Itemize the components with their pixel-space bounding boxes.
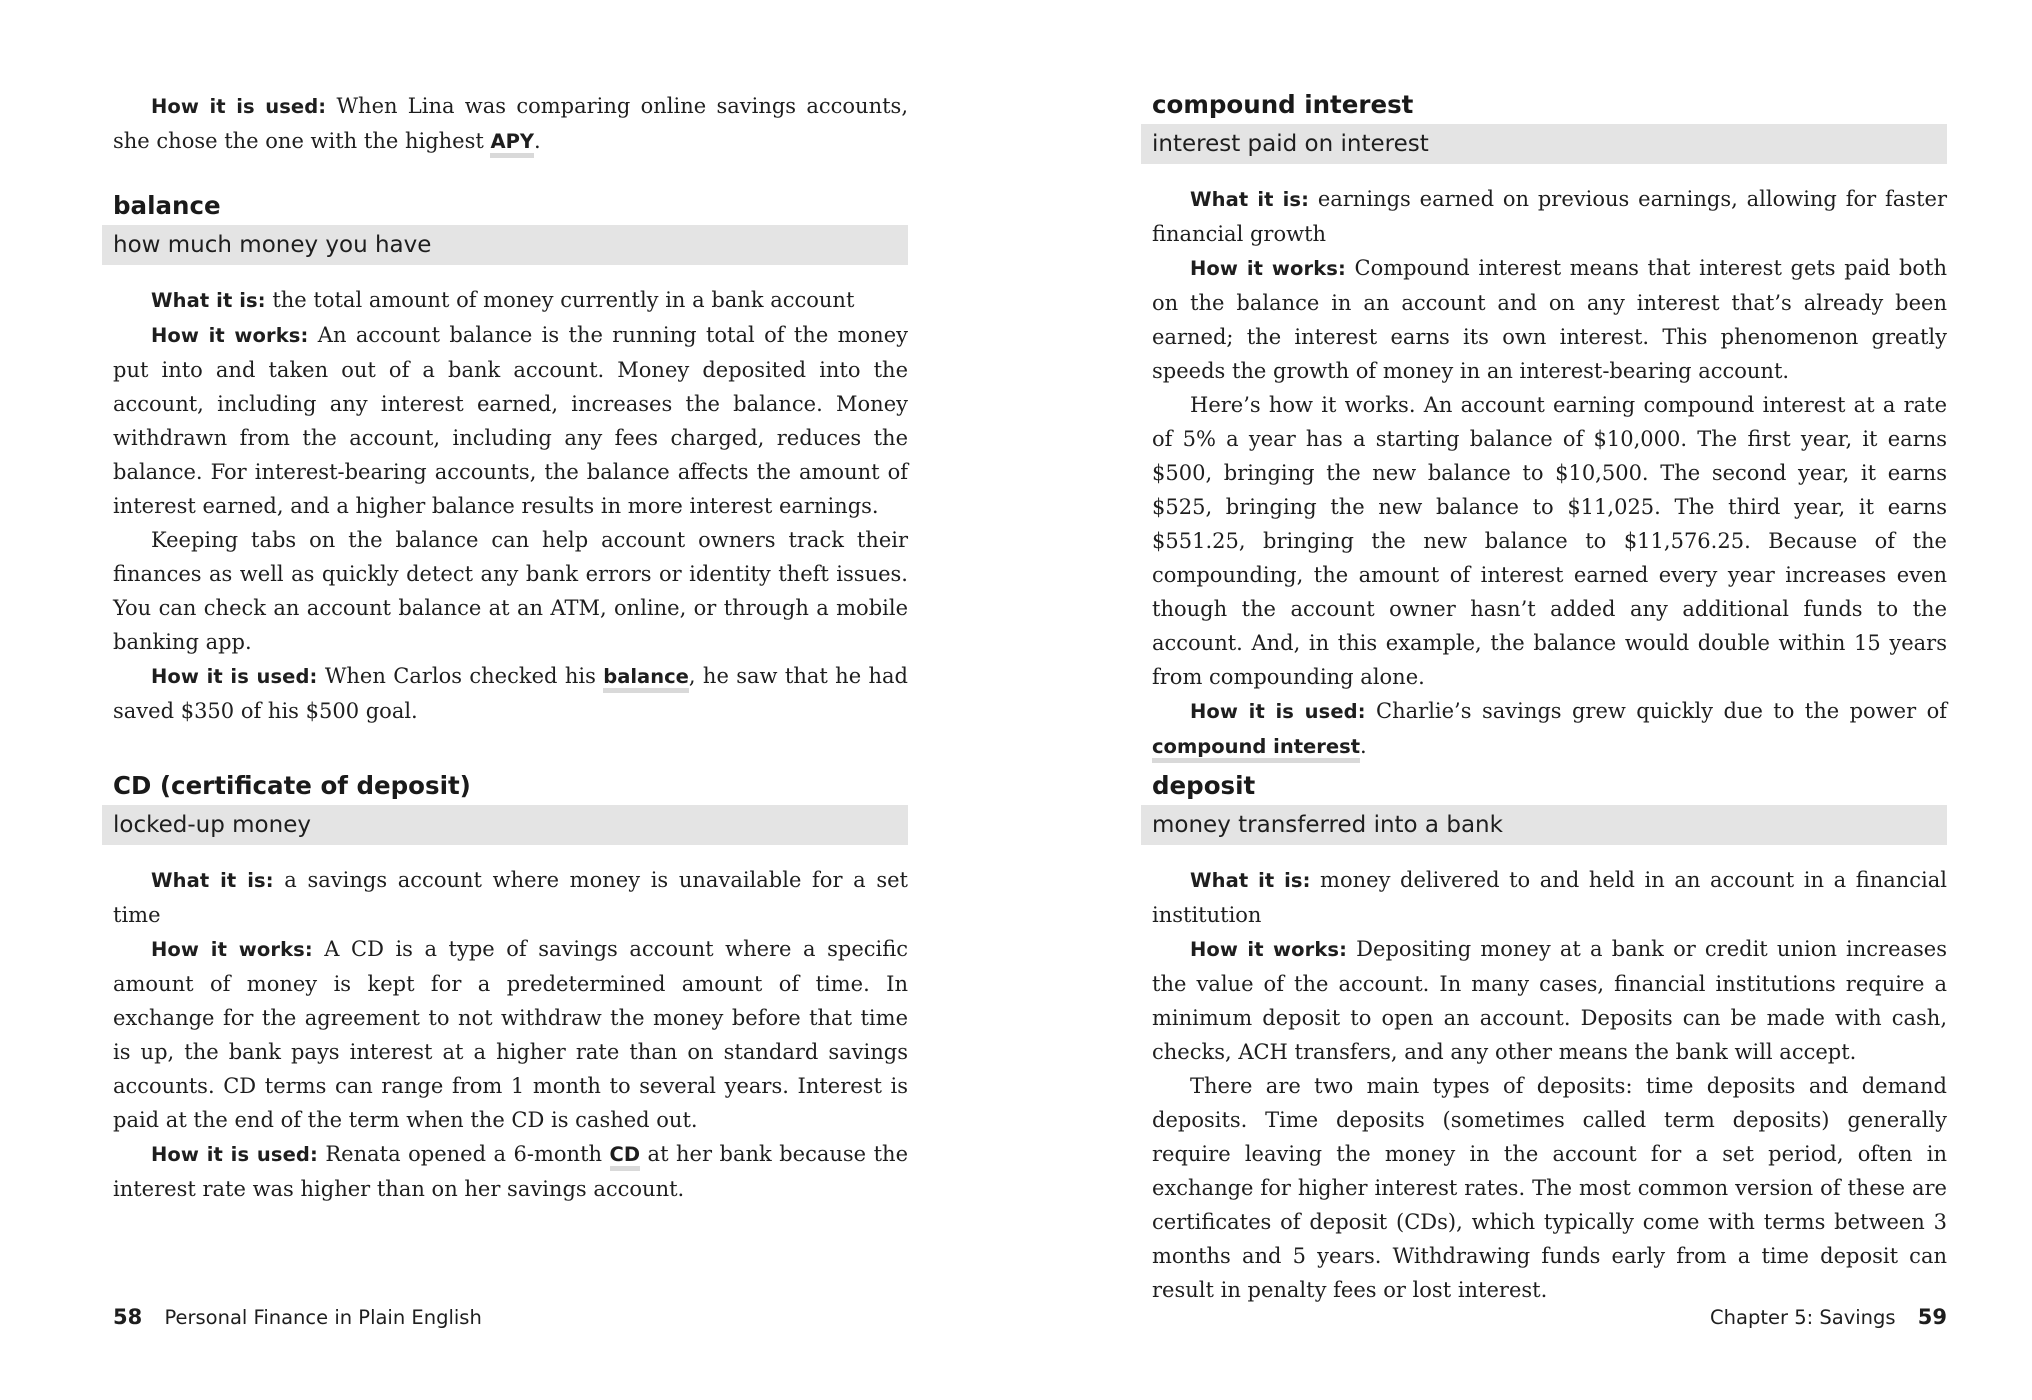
entry-compound-interest <box>1152 88 1947 764</box>
paragraph-balance: Keeping tabs on the balance can help account owners track their finances as well as quickly detect any bank errors or identity theft issues. You can check an account balance at an ATM, online, or through a mobile banking app. <box>113 528 908 654</box>
page-number-right: 59 <box>1917 1305 1947 1329</box>
usage-label: How it is used: <box>151 95 327 118</box>
left-page <box>113 0 908 1400</box>
apy-usage-paragraph: How it is used: When Lina was comparing online savings accounts, she chose the one with the highest APY. <box>113 89 908 159</box>
how-it-works-cd: How it works: A CD is a type of savings account where a specific amount of money is kept for a predetermined amount of time. In exchange for the agreement to not withdraw the money before that time is up, the bank pays interest at a higher rate than on standard savings accounts. CD terms can range from 1 month to several years. Interest is paid at the end of the term when the CD is cashed out. <box>113 937 908 1132</box>
gloss-compound-interest: interest paid on interest <box>1141 124 1947 164</box>
paragraph-compound-interest: Here’s how it works. An account earning compound interest at a rate of 5% a year has a starting balance of $10,000. The first year, it earns $500, bringing the new balance to $10,500. The second year, it earns $525, bringing the new balance to $11,025. The third year, it earns $551.25, bringing the new balance to $11,576.25. Because of the compounding, the amount of interest earned every year increases even though the account owner hasn’t added any additional funds to the account. And, in this example, the balance would double within 15 years from compounding alone. <box>1152 393 1947 689</box>
what-it-is-deposit: What it is: money delivered to and held in an account in a financial institution <box>1152 868 1947 927</box>
how-it-works-compound-interest: How it works: Compound interest means that interest gets paid both on the balance in an account and on any interest that’s already been earned; the interest earns its own interest. This phenomenon greatly speeds the growth of money in an interest-bearing account. <box>1152 256 1947 383</box>
term-reference-apy: APY <box>490 130 534 158</box>
left-page-footer <box>113 1300 482 1335</box>
what-it-is-compound-interest: What it is: earnings earned on previous earnings, allowing for faster financial growth <box>1152 187 1947 246</box>
right-page-footer <box>1710 1300 1947 1335</box>
how-it-is-used-compound-interest: How it is used: Charlie’s savings grew quickly due to the power of compound interest. <box>1152 694 1947 764</box>
term-title-cd: CD (certificate of deposit) <box>113 771 471 800</box>
term-reference-compound-interest: compound interest <box>1152 735 1360 763</box>
what-it-is-balance: What it is: the total amount of money currently in a bank account <box>151 288 855 312</box>
term-title-balance: balance <box>113 191 221 220</box>
what-it-is-cd: What it is: a savings account where money is unavailable for a set time <box>113 868 908 927</box>
term-reference-cd: CD <box>610 1143 641 1171</box>
entry-cd <box>113 769 908 1206</box>
running-head-chapter: Chapter 5: Savings <box>1710 1306 1896 1329</box>
term-reference-balance: balance <box>603 665 689 693</box>
how-it-is-used-cd: How it is used: Renata opened a 6-month CD at her bank because the interest rate was higher than on her savings account. <box>113 1142 908 1201</box>
how-it-works-balance: How it works: An account balance is the running total of the money put into and taken out of a bank account. Money deposited into the account, including any interest earned, increases the balance. Money withdrawn from the account, including any fees charged, reduces the balance. For interest-bearing accounts, the balance affects the amount of interest earned, and a higher balance results in more interest earnings. <box>113 323 908 518</box>
gloss-cd: locked-up money <box>102 805 908 845</box>
entry-deposit <box>1152 769 1947 1307</box>
paragraph-deposit: There are two main types of deposits: time deposits and demand deposits. Time deposits (sometimes called term deposits) generally require leaving the money in the account for a set period, often in exchange for higher interest rates. The most common version of these are certificates of deposit (CDs), which typically come with terms between 3 months and 5 years. Withdrawing funds early from a time deposit can result in penalty fees or lost interest. <box>1152 1074 1947 1302</box>
page-number-left: 58 <box>113 1305 143 1329</box>
how-it-is-used-balance: How it is used: When Carlos checked his balance, he saw that he had saved $350 of his $500 goal. <box>113 664 908 723</box>
entry-balance <box>113 189 908 728</box>
running-head-book-title: Personal Finance in Plain English <box>164 1306 482 1329</box>
gloss-balance: how much money you have <box>102 225 908 265</box>
apy-usage-block <box>113 89 908 159</box>
how-it-works-deposit: How it works: Depositing money at a bank or credit union increases the value of the account. In many cases, financial institutions require a minimum deposit to open an account. Deposits can be made with cash, checks, ACH transfers, and any other means the bank will accept. <box>1152 937 1947 1064</box>
gloss-deposit: money transferred into a bank <box>1141 805 1947 845</box>
term-title-compound-interest: compound interest <box>1152 90 1414 119</box>
right-page <box>1152 0 1947 1400</box>
term-title-deposit: deposit <box>1152 771 1256 800</box>
